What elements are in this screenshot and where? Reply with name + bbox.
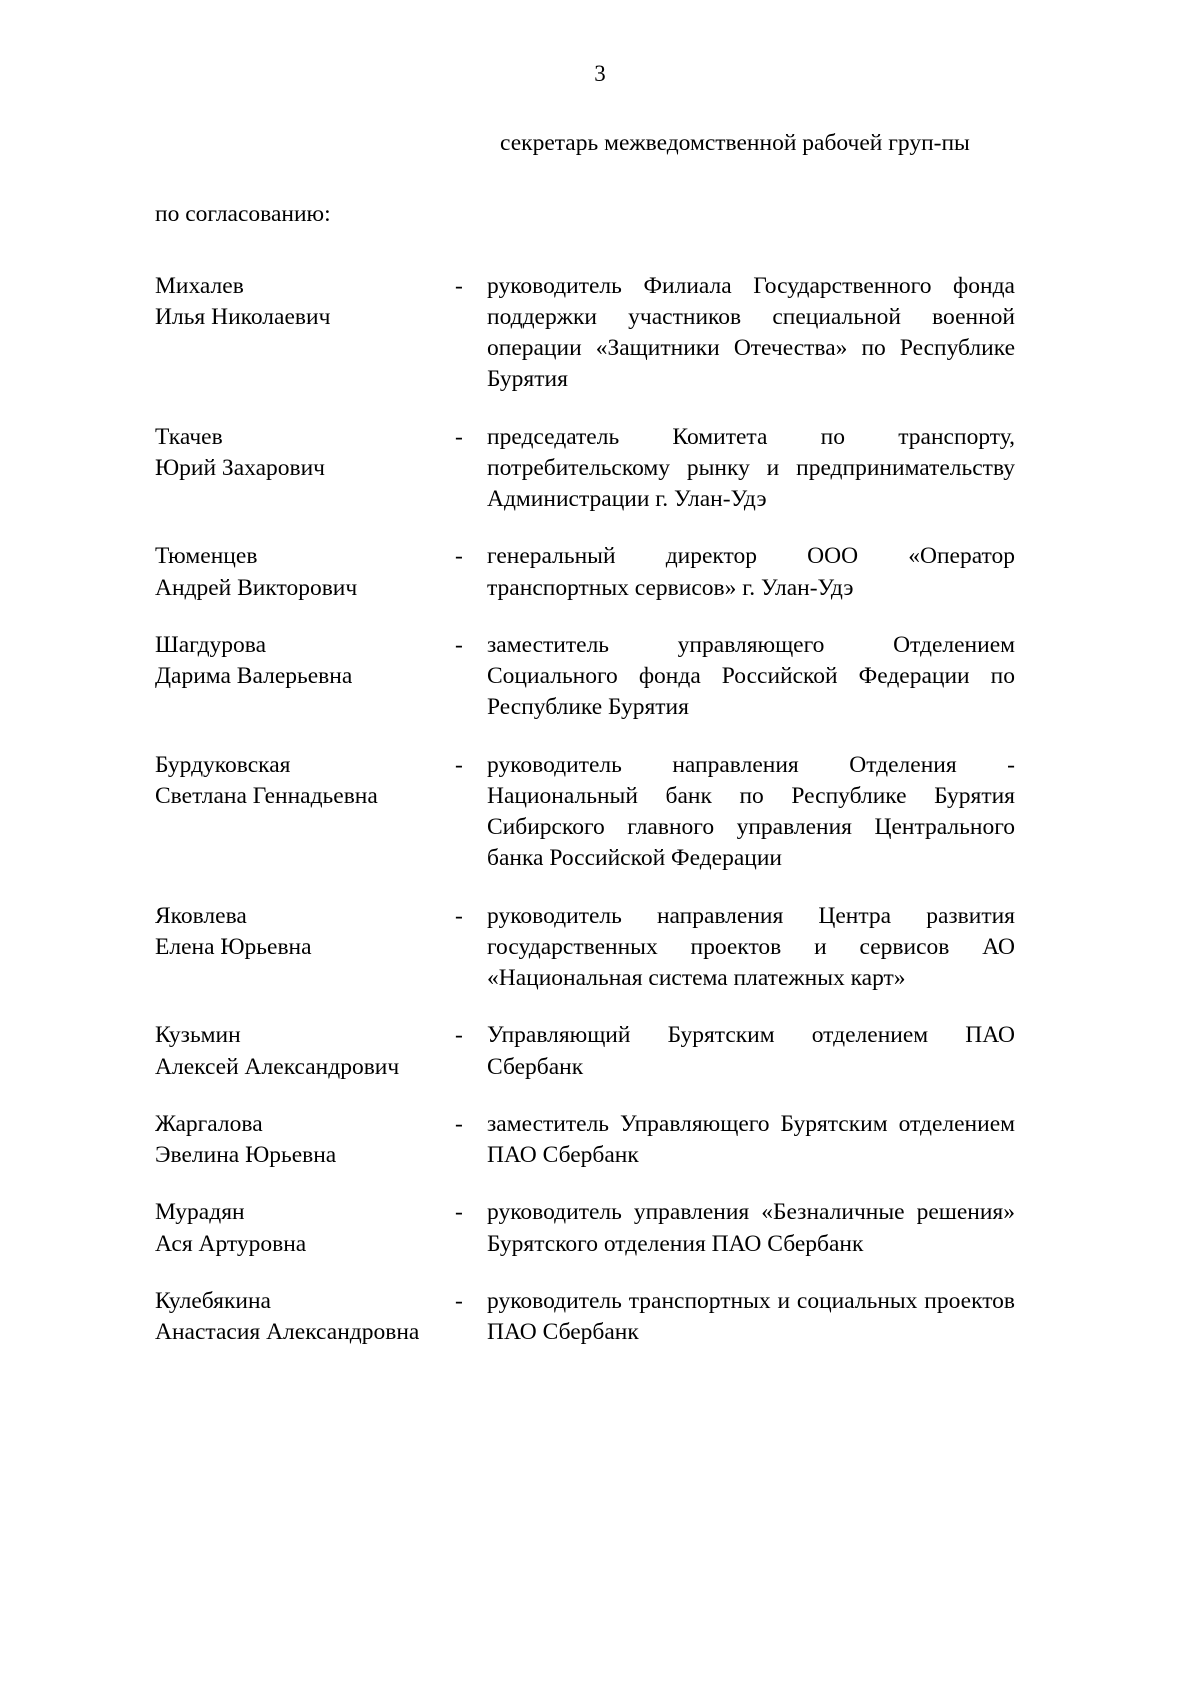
separator-dash: - bbox=[455, 1110, 463, 1137]
separator-dash: - bbox=[455, 1022, 463, 1049]
list-item bbox=[155, 422, 1015, 516]
person-surname: Бурдуковская bbox=[155, 751, 291, 778]
separator-dash: - bbox=[455, 631, 463, 658]
person-position: руководитель направления Отделения - Национальный банк по Республике Бурятия Сибирского главного управления Центрального банка Российской Федерации bbox=[487, 751, 1015, 872]
person-name bbox=[155, 422, 455, 485]
person-surname: Жаргалова bbox=[155, 1110, 263, 1137]
person-surname: Кузьмин bbox=[155, 1022, 241, 1049]
separator-dash: - bbox=[455, 1199, 463, 1226]
person-position: председатель Комитета по транспорту, потребительскому рынку и предпринимательству Администрации г. Улан-Удэ bbox=[487, 423, 1015, 512]
person-name bbox=[155, 630, 455, 693]
page-number: 3 bbox=[594, 61, 606, 86]
person-position: генеральный директор ООО «Оператор транспортных сервисов» г. Улан-Удэ bbox=[487, 543, 1015, 601]
person-name bbox=[155, 1286, 455, 1349]
separator-dash: - bbox=[455, 423, 463, 450]
list-item bbox=[155, 750, 1015, 875]
person-surname: Кулебякина bbox=[155, 1287, 271, 1314]
person-name bbox=[155, 1197, 455, 1260]
subheading-by-agreement: по согласованию: bbox=[155, 201, 331, 228]
separator-dash: - bbox=[455, 902, 463, 929]
separator-dash: - bbox=[455, 1287, 463, 1314]
person-given-name: Дарима Валерьевна bbox=[155, 663, 353, 689]
person-given-name: Юрий Захарович bbox=[155, 454, 325, 481]
list-item bbox=[155, 1286, 1015, 1349]
person-position: заместитель управляющего Отделением Социального фонда Российской Федерации по Республике Бурятия bbox=[487, 631, 1015, 721]
person-name bbox=[155, 1109, 455, 1172]
list-item bbox=[155, 1020, 1015, 1083]
person-given-name: Елена Юрьевна bbox=[155, 933, 312, 960]
person-name bbox=[155, 1020, 455, 1083]
person-position: руководитель направления Центра развития государственных проектов и сервисов АО «Национальная система платежных карт» bbox=[487, 902, 1015, 991]
list-item bbox=[155, 901, 1015, 995]
person-surname: Шагдурова bbox=[155, 631, 267, 658]
person-position: руководитель управления «Безналичные решения» Бурятского отделения ПАО Сбербанк bbox=[487, 1199, 1015, 1257]
person-given-name: Светлана Геннадьевна bbox=[155, 782, 378, 809]
person-given-name: Эвелина Юрьевна bbox=[155, 1142, 337, 1168]
person-given-name: Анастасия Александровна bbox=[155, 1319, 420, 1345]
lead-paragraph: секретарь межведомственной рабочей груп-пы bbox=[500, 130, 970, 156]
separator-dash: - bbox=[455, 751, 463, 778]
person-position: руководитель транспортных и социальных проектов ПАО Сбербанк bbox=[487, 1287, 1015, 1345]
separator-dash: - bbox=[455, 272, 463, 299]
person-surname: Ткачев bbox=[155, 423, 223, 450]
separator-dash: - bbox=[455, 543, 463, 570]
person-surname: Мурадян bbox=[155, 1199, 245, 1226]
list-item bbox=[155, 541, 1015, 604]
person-name bbox=[155, 541, 455, 604]
person-surname: Яковлева bbox=[155, 902, 247, 929]
person-given-name: Ася Артуровна bbox=[155, 1230, 307, 1257]
person-given-name: Алексей Александрович bbox=[155, 1053, 400, 1080]
person-position: Управляющий Бурятским отделением ПАО Сбербанк bbox=[487, 1022, 1015, 1080]
list-item bbox=[155, 1197, 1015, 1260]
person-position: руководитель Филиала Государственного фонда поддержки участников специальной военной операции «Защитники Отечества» по Республике Бурятия bbox=[487, 272, 1015, 393]
person-position: заместитель Управляющего Бурятским отделением ПАО Сбербанк bbox=[487, 1110, 1015, 1168]
person-surname: Тюменцев bbox=[155, 543, 258, 570]
person-name bbox=[155, 750, 455, 813]
person-given-name: Илья Николаевич bbox=[155, 303, 331, 330]
list-item bbox=[155, 271, 1015, 396]
person-name bbox=[155, 901, 455, 964]
list-item bbox=[155, 1109, 1015, 1172]
person-given-name: Андрей Викторович bbox=[155, 574, 358, 601]
document-body bbox=[155, 128, 1015, 1374]
person-name bbox=[155, 271, 455, 334]
list-item bbox=[155, 630, 1015, 724]
person-surname: Михалев bbox=[155, 272, 244, 299]
